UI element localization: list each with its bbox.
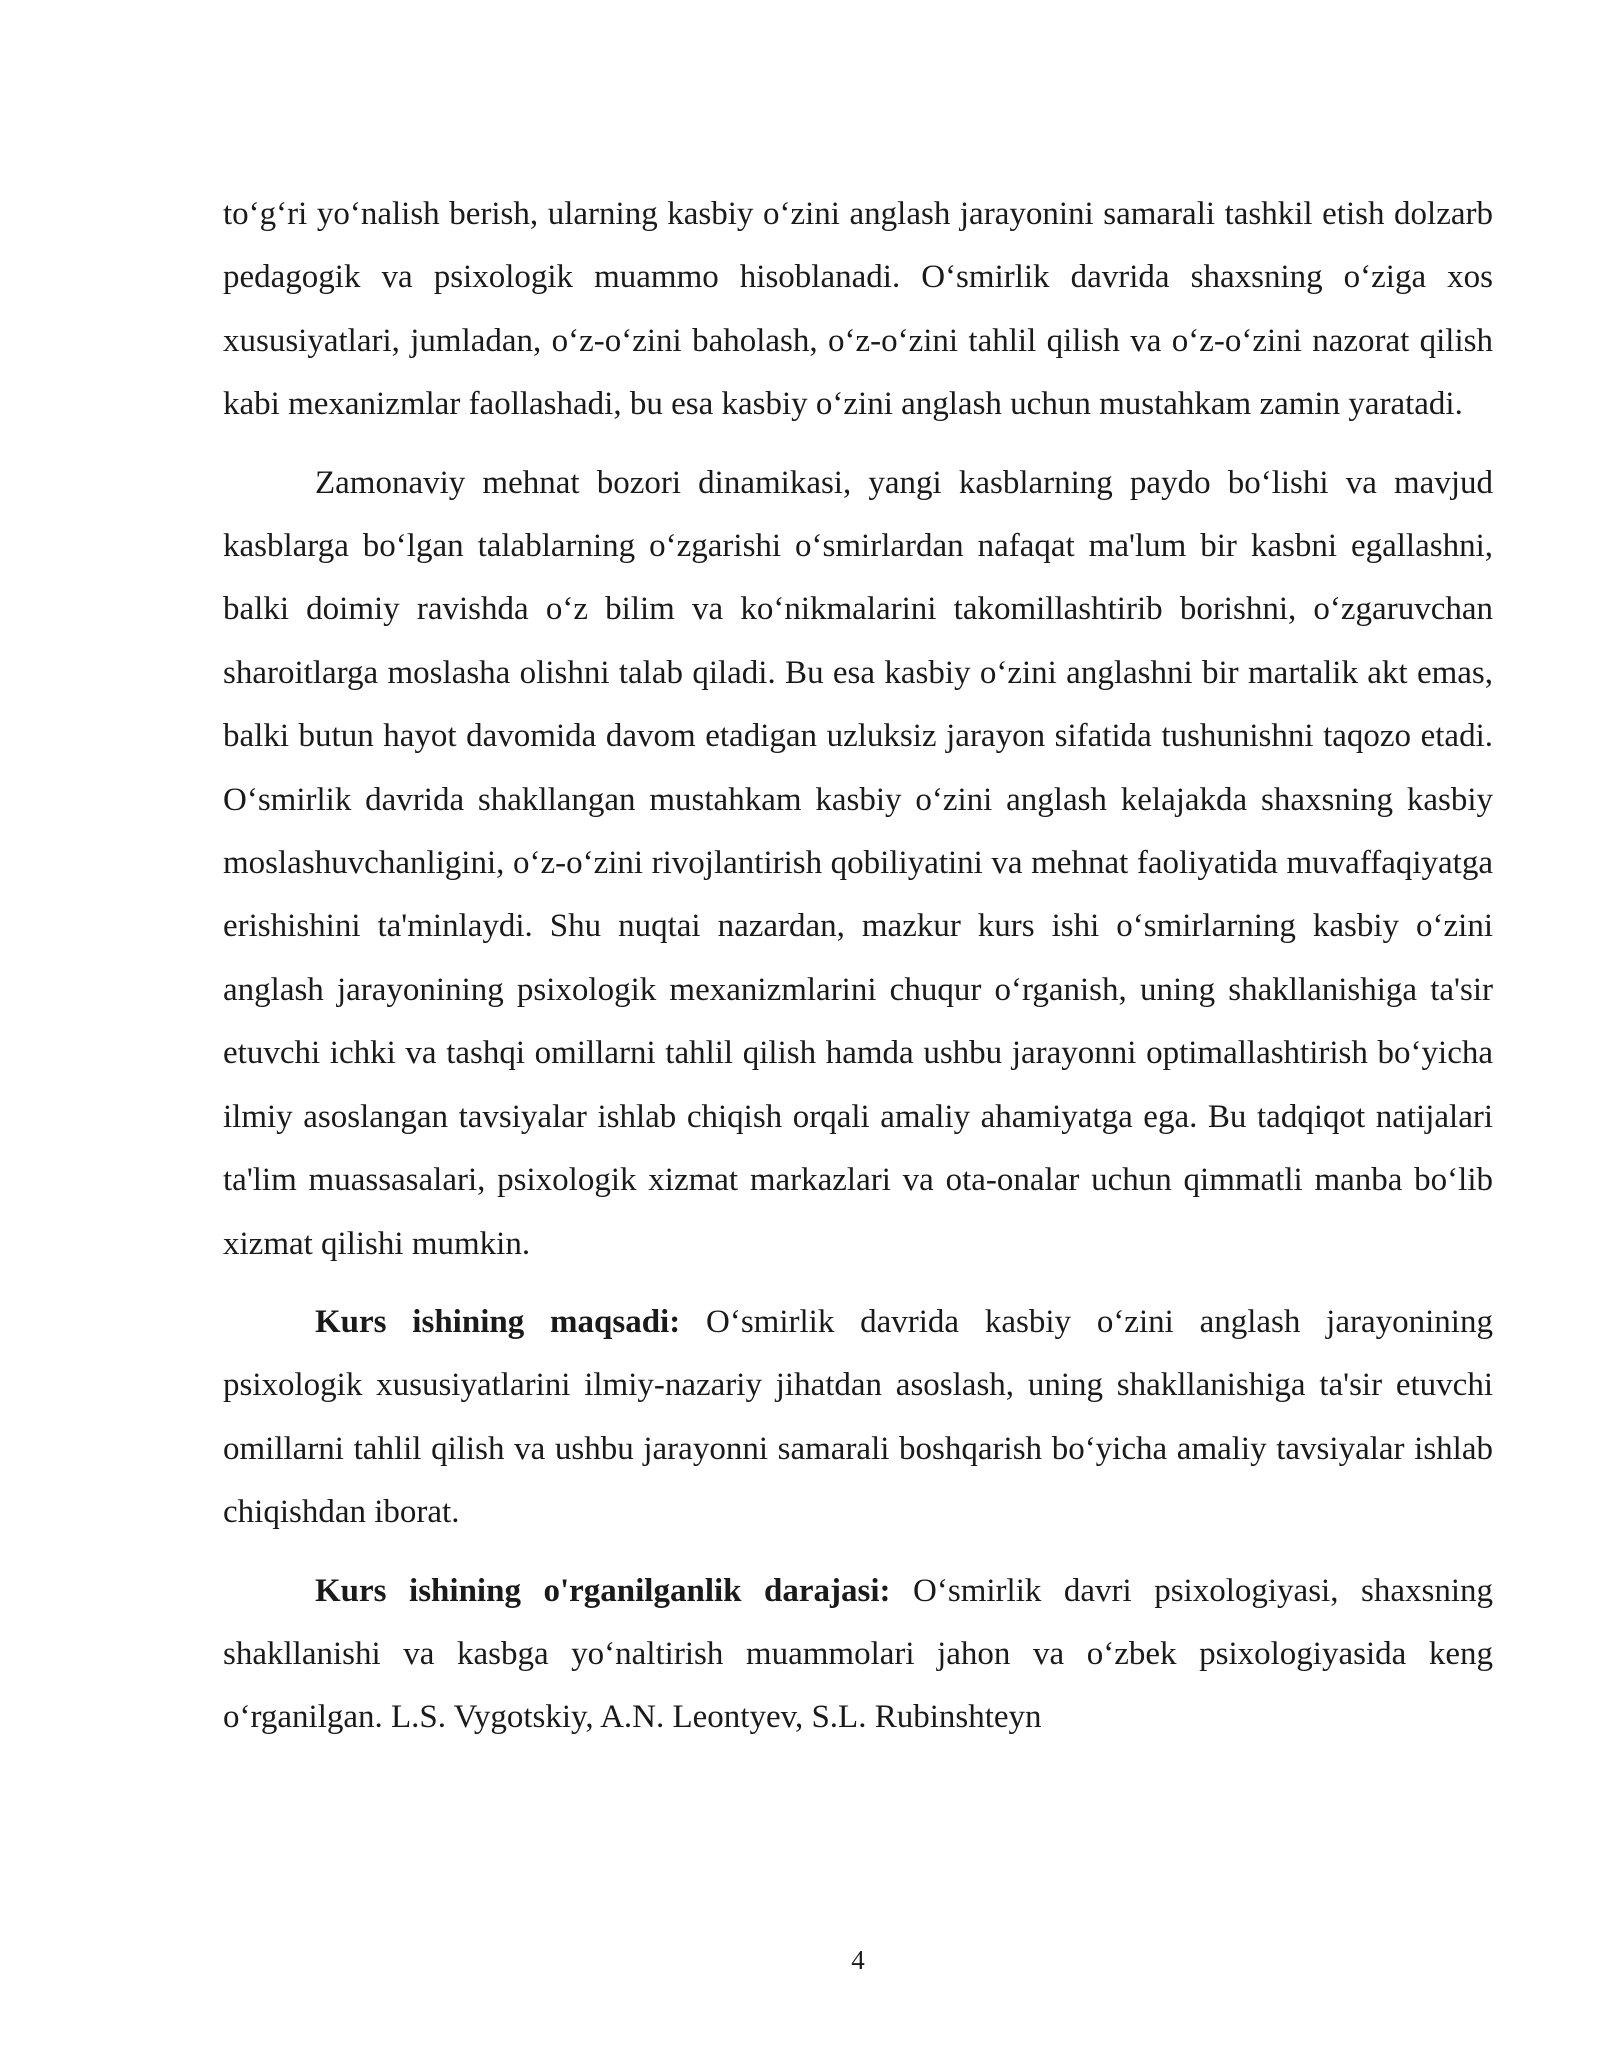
document-page bbox=[223, 183, 1493, 1750]
paragraph-study-level bbox=[223, 1560, 1493, 1750]
paragraph-course-goal bbox=[223, 1291, 1493, 1545]
paragraph-lead: Kurs ishining maqsadi: bbox=[315, 1303, 681, 1340]
paragraph-text: O‘smirlik davrida kasbiy o‘zini anglash jarayonining psixologik xususiyatlarini ilmiy-nazariy jihatdan asoslash, uning shakllanishiga ta'sir etuvchi omillarni tahlil qilish va ushbu jarayonni samarali boshqarish bo‘yicha amaliy tavsiyalar ishlab chiqishdan iborat. bbox=[223, 1303, 1493, 1531]
paragraph-text: to‘g‘ri yo‘nalish berish, ularning kasbiy o‘zini anglash jarayonini samarali tashkil etish dolzarb pedagogik va psixologik muammo hisoblanadi. O‘smirlik davrida shaxsning o‘ziga xos xususiyatlari, jumladan, o‘z-o‘zini baholash, o‘z-o‘zini tahlil qilish va o‘z-o‘zini nazorat qilish kabi mexanizmlar faollashadi, bu esa kasbiy o‘zini anglash uchun mustahkam zamin yaratadi. bbox=[223, 196, 1493, 423]
paragraph-lead: Kurs ishining o'rganilganlik darajasi: bbox=[315, 1572, 891, 1609]
paragraph-text: Zamonaviy mehnat bozori dinamikasi, yangi kasblarning paydo bo‘lishi va mavjud kasblarga bo‘lgan talablarning o‘zgarishi o‘smirlardan nafaqat ma'lum bir kasbni egallashni, balki doimiy ravishda o‘z bilim va ko‘nikmalarini takomillashtirib borishni, o‘zgaruvchan sharoitlarga moslasha olishni talab qiladi. Bu esa kasbiy o‘zini anglashni bir martalik akt emas, balki butun hayot davomida davom etadigan uzluksiz jarayon sifatida tushunishni taqozo etadi. O‘smirlik davrida shakllangan mustahkam kasbiy o‘zini anglash kelajakda shaxsning kasbiy moslashuvchanligini, o‘z-o‘zini rivojlantirish qobiliyatini va mehnat faoliyatida muvaffaqiyatga erishishini ta'minlaydi. Shu nuqtai nazardan, mazkur kurs ishi o‘smirlarning kasbiy o‘zini anglash jarayonining psixologik mexanizmlarini chuqur o‘rganish, uning shakllanishiga ta'sir etuvchi ichki va tashqi omillarni tahlil qilish hamda ushbu jarayonni optimallashtirish bo‘yicha ilmiy asoslangan tavsiyalar ishlab chiqish orqali amaliy ahamiyatga ega. Bu tadqiqot natijalari ta'lim muassasalari, psixologik xizmat markazlari va ota-onalar uchun qimmatli manba bo‘lib xizmat qilishi mumkin. bbox=[223, 464, 1493, 1262]
paragraph-text: O‘smirlik davri psixologiyasi, shaxsning shakllanishi va kasbga yo‘naltirish muammolari jahon va o‘zbek psixologiyasida keng o‘rganilgan. L.S. Vygotskiy, A.N. Leontyev, S.L. Rubinshteyn bbox=[223, 1572, 1493, 1736]
paragraph-intro-continuation bbox=[223, 183, 1493, 437]
paragraph-labor-market bbox=[223, 452, 1493, 1276]
page-number: 4 bbox=[851, 1945, 865, 1975]
